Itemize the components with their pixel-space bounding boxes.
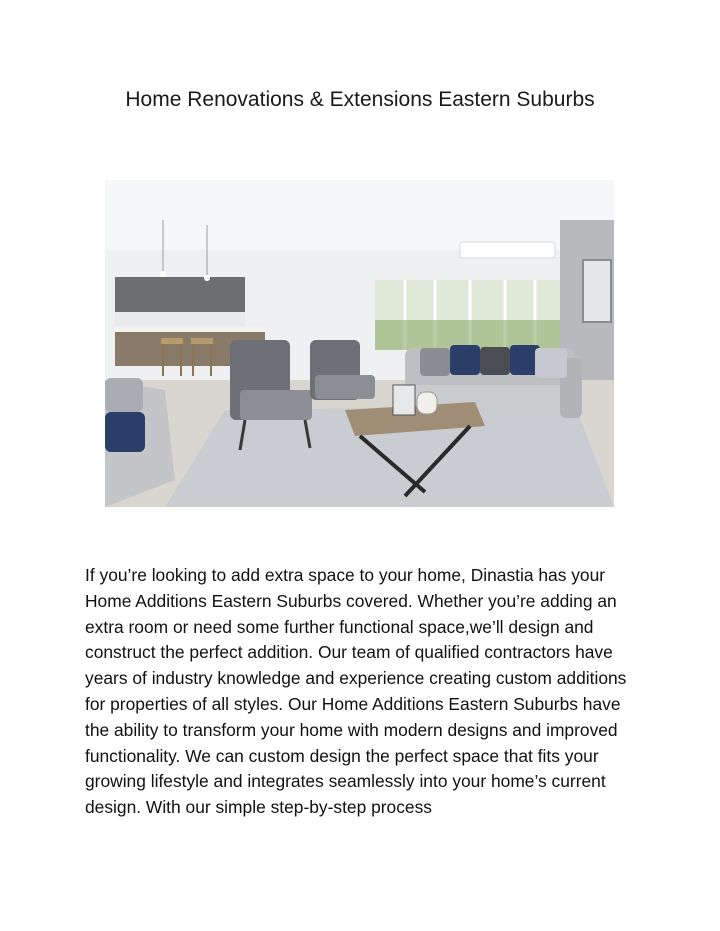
body-paragraph: If you’re looking to add extra space to your home, Dinastia has your Home Additions Eastern Suburbs covered. Whether you’re adding an extra room or need some further functional space,we’ll design and construct the perfect addition. Our team of qualified contractors have years of industry knowledge and experience creating custom additions for properties of all styles. Our Home Additions Eastern Suburbs have the ability to transform your home with modern designs and improved functionality. We can custom design the perfect space that fits your growing lifestyle and integrates seamlessly into your home’s current design. With our simple step-by-step process [85, 565, 627, 818]
kitchen-cabinets [115, 277, 245, 312]
living-room-photo [105, 180, 614, 507]
cushion-navy [450, 345, 480, 375]
cushion [420, 348, 450, 376]
ceiling [105, 180, 614, 250]
page-title: Home Renovations & Extensions Eastern Suburbs [125, 88, 595, 111]
skylight [460, 242, 555, 258]
lantern [393, 385, 415, 415]
wall-artwork [583, 260, 611, 322]
